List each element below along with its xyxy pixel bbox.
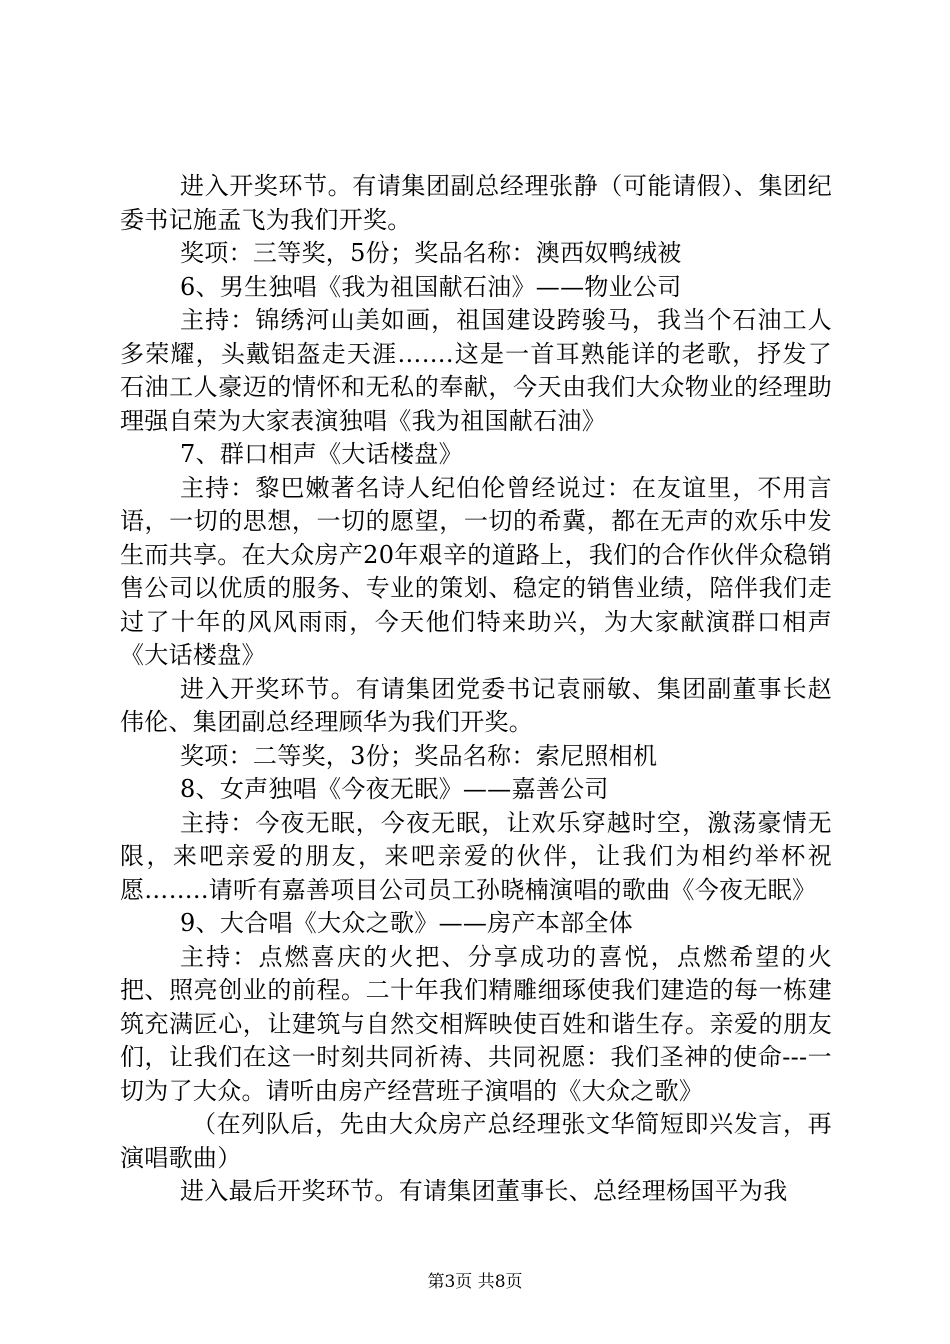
paragraph-stage-note: （在列队后，先由大众房产总经理张文华简短即兴发言，再演唱歌曲） (120, 1110, 832, 1172)
paragraph-host-7: 主持：黎巴嫩著名诗人纪伯伦曾经说过：在友谊里，不用言语，一切的思想，一切的愿望，一切的希冀，都在无声的欢乐中发生而共享。在大众房产20年艰辛的道路上，我们的合作伙伴众稳销售公司以优质的服务、专业的策划、稳定的销售业绩，陪伴我们走过了十年的风风雨雨，今天他们特来助兴，为大家献演群口相声《大话楼盘》 (120, 473, 832, 669)
paragraph-program-6: 6、男生独唱《我为祖国献石油》——物业公司 (180, 272, 682, 301)
paragraph-program-7: 7、群口相声《大话楼盘》 (180, 440, 463, 468)
paragraph-final-draw: 进入最后开奖环节。有请集团董事长、总经理杨国平为我 (180, 1177, 788, 1205)
paragraph-host-8: 主持：今夜无眠，今夜无眠，让欢乐穿越时空，激荡豪情无限，来吧亲爱的朋友，来吧亲爱的伙伴，让我们为相约举杯祝愿……..请听有嘉善项目公司员工孙晓楠演唱的歌曲《今夜无眠》 (120, 808, 832, 904)
paragraph-draw-intro-1: 进入开奖环节。有请集团副总经理张静（可能请假）、集团纪委书记施孟飞为我们开奖。 (120, 172, 832, 234)
paragraph-prize-second: 奖项：二等奖，3份；奖品名称：索尼照相机 (180, 741, 658, 770)
paragraph-host-6: 主持：锦绣河山美如画，祖国建设跨骏马，我当个石油工人多荣耀，头戴铝盔走天涯…….这是一首耳熟能详的老歌，抒发了石油工人豪迈的情怀和无私的奉献，今天由我们大众物业的经理助理强自荣为大家表演独唱《我为祖国献石油》 (120, 306, 832, 435)
document-body (120, 170, 832, 1209)
page-footer: 第3页 共8页 (427, 1272, 523, 1292)
paragraph-program-8: 8、女声独唱《今夜无眠》——嘉善公司 (180, 775, 609, 803)
paragraph-host-9: 主持：点燃喜庆的火把、分享成功的喜悦，点燃希望的火把、照亮创业的前程。二十年我们精雕细琢使我们建造的每一栋建筑充满匠心，让建筑与自然交相辉映使百姓和谐生存。亲爱的朋友们，让我们在这一时刻共同祈祷、共同祝愿：我们圣神的使命---一切为了大众。请听由房产经营班子演唱的《大众之歌》 (120, 942, 832, 1105)
paragraph-draw-intro-2: 进入开奖环节。有请集团党委书记袁丽敏、集团副董事长赵伟伦、集团副总经理顾华为我们开奖。 (120, 674, 832, 736)
paragraph-prize-third: 奖项：三等奖，5份；奖品名称：澳西奴鸭绒被 (180, 239, 682, 267)
paragraph-program-9: 9、大合唱《大众之歌》——房产本部全体 (180, 909, 633, 937)
